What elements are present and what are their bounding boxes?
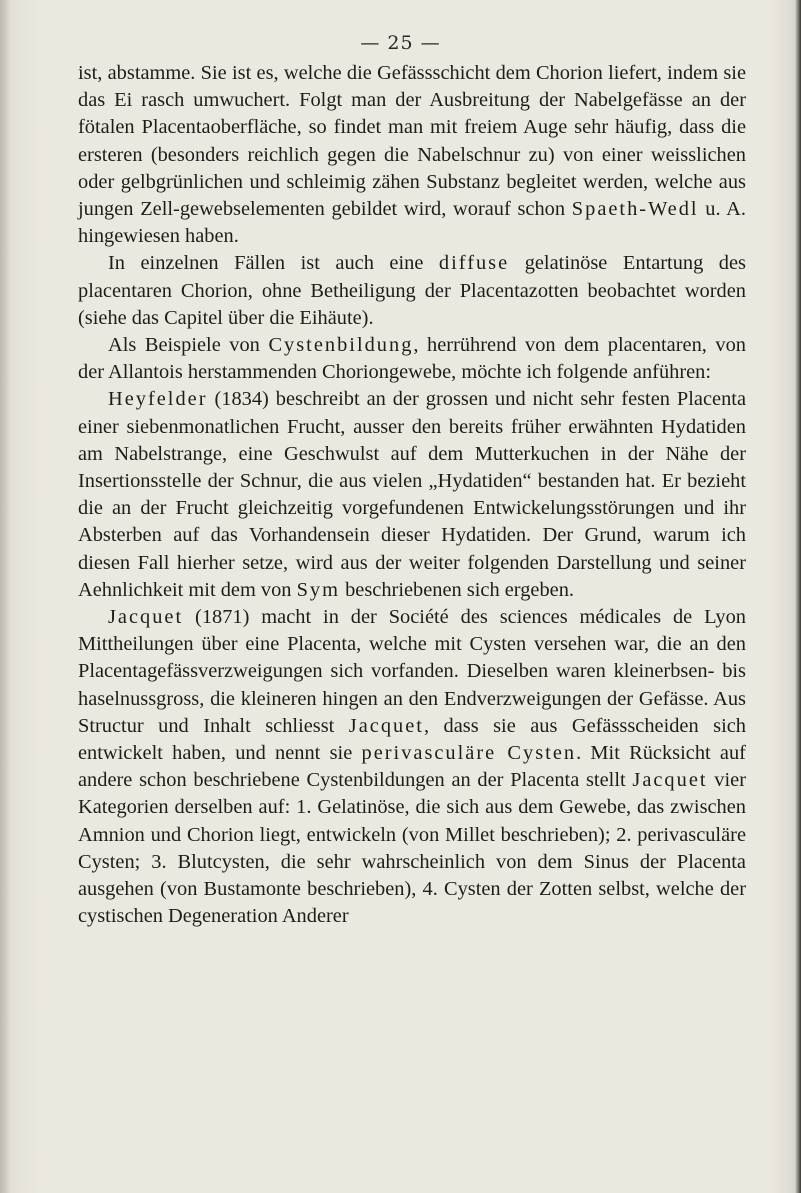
paragraph-1 bbox=[78, 60, 746, 250]
author-name: Spaeth-Wedl bbox=[571, 198, 699, 221]
page-edge bbox=[795, 0, 801, 1193]
paragraph-2 bbox=[78, 250, 746, 332]
paragraph-4 bbox=[78, 386, 746, 604]
author-name: Heyfelder bbox=[108, 388, 208, 411]
text-run: ist, abstamme. Sie ist es, welche die Gefässschicht dem Chorion liefert, indem sie das Ei rasch umwuchert. Folgt man der Ausbreitung der Nabelgefässe an der fötalen Placentaoberfläche, so findet man mit freiem Auge sehr häufig, dass die ersteren (besonders reichlich gegen die Nabelschnur zu) von einer weisslichen oder gelbgrünlichen und schleimig zähen Substanz begleitet werden, welche aus jungen Zell-gewebselementen gebildet wird, worauf schon bbox=[78, 62, 746, 221]
binding-shadow bbox=[0, 0, 10, 1193]
author-name: Jacquet bbox=[632, 769, 708, 792]
text-run: , dass sie aus Gefässscheiden sich entwickelt haben, und nennt sie bbox=[78, 714, 746, 765]
text-run: , herrührend von dem placentaren, von der Allantois herstammenden Choriongewebe, möchte ich folgende anführen: bbox=[78, 334, 746, 384]
text-run: vier Kategorien derselben auf: 1. Gelatinöse, die sich aus dem Gewebe, das zwischen Amnion und Chorion liegt, entwickeln (von Millet beschrieben); 2. perivasculäre Cysten; 3. Blutcysten, die sehr wahrscheinlich von dem Sinus der Placenta ausgehen (von Bustamonte beschrieben), 4. Cysten der Zotten selbst, welche der cystischen Degeneration Anderer bbox=[78, 769, 746, 928]
emphasis-term: perivasculäre Cysten bbox=[361, 742, 577, 765]
text-run: In einzelnen Fällen ist auch eine bbox=[108, 252, 439, 275]
text-run: gelatinöse Entartung des placentaren Chorion, ohne Betheiligung der Placentazotten beobachtet worden (siehe das Capitel über die Eihäute). bbox=[78, 252, 746, 329]
paragraph-3 bbox=[78, 332, 746, 386]
text-run: (1834) beschreibt an der grossen und nicht sehr festen Placenta einer siebenmonatlichen Frucht, ausser den bereits früher erwähnten Hydatiden am Nabelstrange, eine Geschwulst auf dem Mutterkuchen in der Nähe der Insertionsstelle der Schnur, die aus vielen „Hydatiden“ bestanden hat. Er bezieht die an der Frucht gleichzeitig vorgefundenen Entwickelungsstörungen und ihr Absterben auf das Vorhandensein dieser Hydatiden. Der Grund, warum ich diesen Fall hierher setze, wird aus der weiter folgenden Darstellung und seiner Aehnlichkeit mit dem von bbox=[78, 388, 746, 601]
author-name: Jacquet bbox=[108, 606, 184, 629]
text-run: . Mit Rücksicht auf andere schon beschriebene Cystenbildungen an der Placenta stellt bbox=[78, 742, 746, 792]
author-name: Sym bbox=[296, 578, 340, 601]
text-run: u. A. hingewiesen haben. bbox=[78, 198, 746, 248]
emphasis-term: diffuse bbox=[438, 252, 510, 275]
author-name: Jacquet bbox=[348, 714, 424, 737]
paragraph-5 bbox=[78, 604, 746, 930]
text-run: beschriebenen sich ergeben. bbox=[340, 578, 575, 601]
emphasis-term: Cystenbildung bbox=[268, 334, 414, 357]
text-run: Als Beispiele von bbox=[108, 334, 269, 357]
body-text bbox=[78, 60, 746, 931]
text-run: (1871) macht in der Société des sciences médicales de Lyon Mittheilungen über eine Placenta, welche mit Cysten versehen war, die an den Placentagefässverzweigungen sich vorfanden. Dieselben waren kleinerbsen- bis haselnussgross, die kleineren hingen an den Endverzweigungen der Gefässe. Aus Structur und Inhalt schliesst bbox=[78, 606, 746, 737]
page-number: — 25 — bbox=[360, 32, 441, 54]
